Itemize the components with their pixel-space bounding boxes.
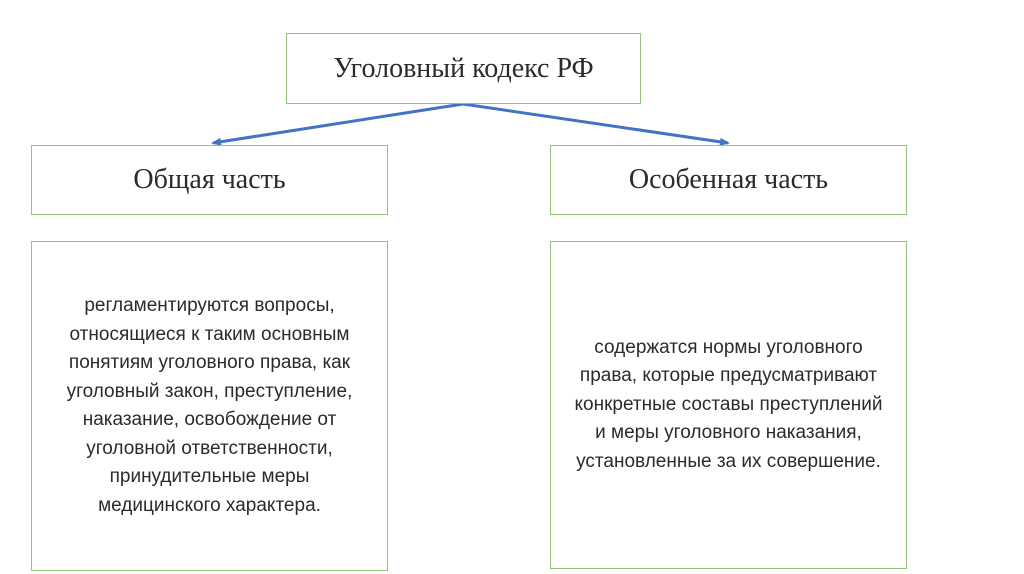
special-part-node: [550, 145, 907, 215]
special-part-description-box: [550, 241, 907, 569]
general-part-description: регламентируются вопросы, относящиеся к таким основным понятиям уголовного права, как уголовный закон, преступление, наказание, освобождение от уголовной ответственности, принудительные меры медицинского характера.: [66, 295, 353, 516]
root-node-label: Уголовный кодекс РФ: [333, 52, 594, 84]
arrow-to-general-part: [213, 104, 463, 143]
general-part-label: Общая часть: [133, 164, 286, 195]
general-part-description-box: [31, 241, 388, 571]
general-part-node: [31, 145, 388, 215]
special-part-label: Особенная часть: [628, 164, 829, 195]
root-node-criminal-code: [286, 33, 641, 104]
arrow-to-special-part: [463, 104, 728, 143]
special-part-description: содержатся нормы уголовного права, которые предусматривают конкретные составы преступлений и меры уголовного наказания, установленные за их совершение.: [574, 336, 883, 472]
